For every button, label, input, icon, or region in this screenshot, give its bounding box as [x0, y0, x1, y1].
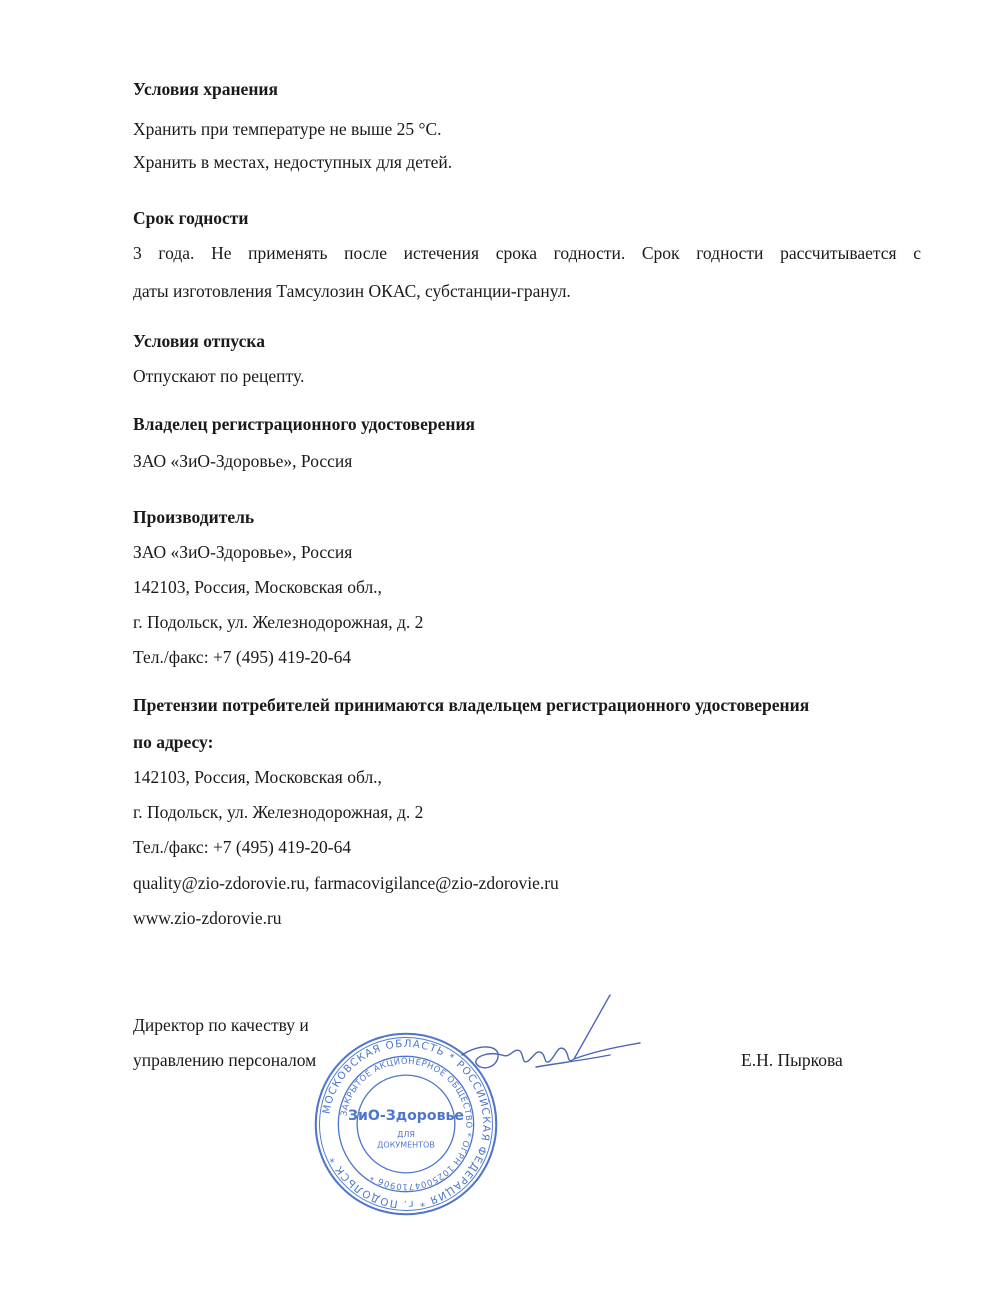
manufacturer-address-1: 142103, Россия, Московская обл.,	[133, 577, 382, 597]
claims-heading-1: Претензии потребителей принимаются владельцем регистрационного удостоверения	[133, 695, 810, 715]
claims-emails: quality@zio-zdorovie.ru, farmacovigilance@zio-zdorovie.ru	[133, 873, 559, 893]
dispensing-heading: Условия отпуска	[133, 331, 265, 351]
holder-heading: Владелец регистрационного удостоверения	[133, 414, 476, 434]
manufacturer-heading: Производитель	[133, 507, 255, 527]
storage-heading: Условия хранения	[133, 79, 278, 99]
shelf-life-line-1: 3 года. Не применять после истечения срока годности. Срок годности рассчитывается с	[133, 243, 921, 263]
manufacturer-address-2: г. Подольск, ул. Железнодорожная, д. 2	[133, 612, 424, 632]
storage-line-1: Хранить при температуре не выше 25 °С.	[133, 119, 442, 139]
shelf-life-line-2: даты изготовления Тамсулозин ОКАС, субстанции-гранул.	[133, 281, 571, 301]
stamp-outer-text: МОСКОВСКАЯ ОБЛАСТЬ * РОССИЙСКАЯ ФЕДЕРАЦИЯ * г. ПОДОЛЬСК *	[320, 1037, 493, 1211]
storage-line-2: Хранить в местах, недоступных для детей.	[133, 152, 453, 172]
signatory-title-2: управлению персоналом	[133, 1050, 317, 1070]
dispensing-text: Отпускают по рецепту.	[133, 366, 305, 386]
shelf-life-heading: Срок годности	[133, 208, 249, 228]
signatory-name: Е.Н. Пыркова	[741, 1050, 843, 1070]
stamp-center-sub-2: ДОКУМЕНТОВ	[377, 1140, 435, 1150]
claims-phone: Тел./факс: +7 (495) 419-20-64	[133, 837, 352, 857]
claims-address-2: г. Подольск, ул. Железнодорожная, д. 2	[133, 802, 424, 822]
stamp-center-sub-1: ДЛЯ	[397, 1130, 415, 1140]
manufacturer-name: ЗАО «ЗиО-Здоровье», Россия	[133, 542, 353, 562]
holder-text: ЗАО «ЗиО-Здоровье», Россия	[133, 451, 353, 471]
claims-heading-2: по адресу:	[133, 732, 214, 752]
stamp-inner-text: ЗАКРЫТОЕ АКЦИОНЕРНОЕ ОБЩЕСТВО * ОГРН 1025004710906 *	[338, 1055, 475, 1193]
handwritten-signature	[440, 985, 660, 1095]
signatory-title-1: Директор по качеству и	[133, 1015, 309, 1035]
claims-address-1: 142103, Россия, Московская обл.,	[133, 767, 382, 787]
manufacturer-phone: Тел./факс: +7 (495) 419-20-64	[133, 647, 352, 667]
claims-website: www.zio-zdorovie.ru	[133, 908, 282, 928]
stamp-center-name: ЗиО-Здоровье	[348, 1108, 464, 1125]
